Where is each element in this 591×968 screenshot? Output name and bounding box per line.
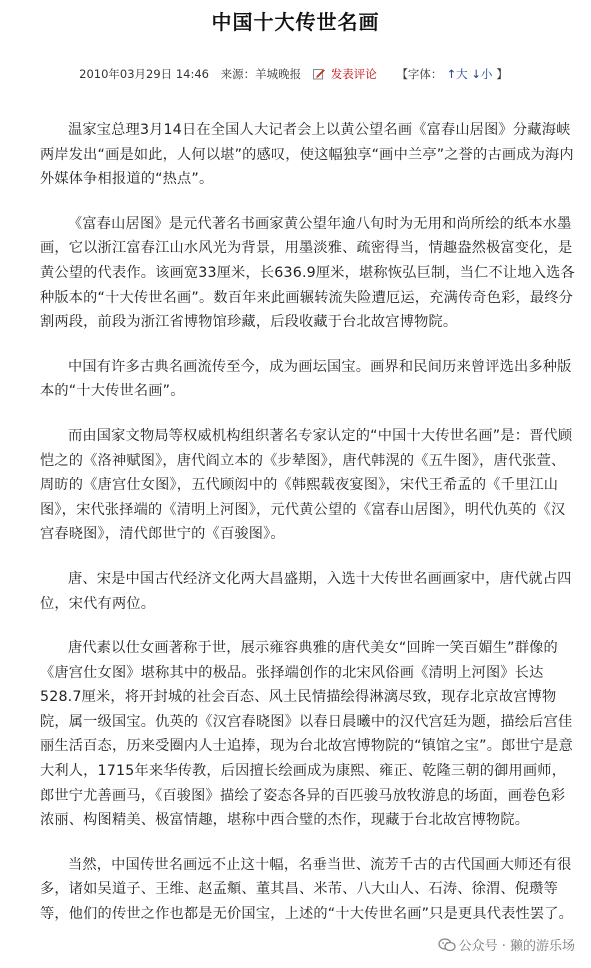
comment-link-label: 发表评论: [330, 67, 377, 81]
comment-link[interactable]: [313, 67, 385, 81]
font-small-button[interactable]: ↓小: [471, 67, 493, 81]
paragraph: 而由国家文物局等权威机构组织著名专家认定的“中国十大传世名画”是：晋代顾恺之的《洛神赋图》，唐代阎立本的《步辇图》，唐代韩滉的《五牛图》，唐代张萱、周昉的《唐宫仕女图》，五代顾闳中的《韩熙载夜宴图》，宋代王希孟的《千里江山图》，宋代张择端的《清明上河图》，元代黄公望的《富春山居图》，明代仇英的《汉宫春晓图》，清代郎世宁的《百骏图》。: [40, 427, 573, 543]
paragraph: 当然，中国传世名画远不止这十幅，名垂当世、流芳千古的古代国画大师还有很多，诸如吴道子、王维、赵孟頫、董其昌、米芾、八大山人、石涛、徐渭、倪瓒等等，他们的传世之作也都是无价国宝，上述的“十大传世名画”只是更具代表性罢了。: [40, 856, 574, 923]
font-size-controls: [392, 67, 511, 81]
publish-date: 2010年03月29日 14:46: [79, 67, 209, 81]
article-body: [40, 118, 576, 947]
paragraph: 中国有许多古典名画流传至今，成为画坛国宝。画界和民间历来曾评选出多种版本的“十大传世名画”。: [40, 358, 572, 400]
edit-pen-icon: [313, 68, 325, 80]
article-source: 来源：羊城晚报: [220, 67, 302, 81]
article-title: 中国十大传世名画: [211, 10, 380, 34]
font-large-button[interactable]: ↑大: [446, 67, 468, 81]
font-size-label: 【字体：: [396, 67, 443, 81]
article-meta: [0, 66, 591, 82]
wechat-icon: [438, 938, 456, 952]
font-size-close: 】: [496, 67, 508, 81]
paragraph: 《富春山居图》是元代著名书画家黄公望年逾八旬时为无用和尚所绘的纸本水墨画，它以浙江富春江山水风光为背景，用墨淡雅、疏密得当，情趣盎然极富变化，是黄公望的代表作。该画宽33厘米，长636.9厘米，堪称恢弘巨制，当仁不让地入选各种版本的“十大传世名画”。数百年来此画辗转流失险遭厄运，充满传奇色彩，最终分割两段，前段为浙江省博物馆珍藏，后段收藏于台北故宫博物院。: [40, 215, 575, 331]
paragraph: 唐代素以仕女画著称于世，展示雍容典雅的唐代美女“回眸一笑百媚生”群像的《唐宫仕女图》堪称其中的极品。张择端创作的北宋风俗画《清明上河图》长达528.7厘米，将开封城的社会百态、风土民情描绘得淋漓尽致，现存北京故宫博物院，属一级国宝。仇英的《汉宫春晓图》以春日晨曦中的汉代宫廷为题，描绘后宫佳丽生活百态，历来受圈内人士追捧，现为台北故宫博物院的“镇馆之宝”。郎世宁是意大利人，1715年来华传教，后因擅长绘画成为康熙、雍正、乾隆三朝的御用画师，郎世宁尤善画马，《百骏图》描绘了姿态各异的百匹骏马放牧游息的场面，画卷色彩浓丽、构图精美、极富情趣，堪称中西合璧的杰作，现藏于台北故宫博物院。: [40, 640, 574, 829]
paragraph: 温家宝总理3月14日在全国人大记者会上以黄公望名画《富春山居图》分藏海峡两岸发出“画是如此，人何以堪”的感叹，使这幅独享“画中兰亭”之誉的古画成为海内外媒体争相报道的“热点”。: [40, 122, 574, 188]
paragraph: 唐、宋是中国古代经济文化两大昌盛期，入选十大传世名画画家中，唐代就占四位，宋代有两位。: [40, 570, 572, 612]
watermark: [438, 935, 575, 954]
watermark-text: 公众号 · 獭的游乐场: [458, 939, 575, 954]
